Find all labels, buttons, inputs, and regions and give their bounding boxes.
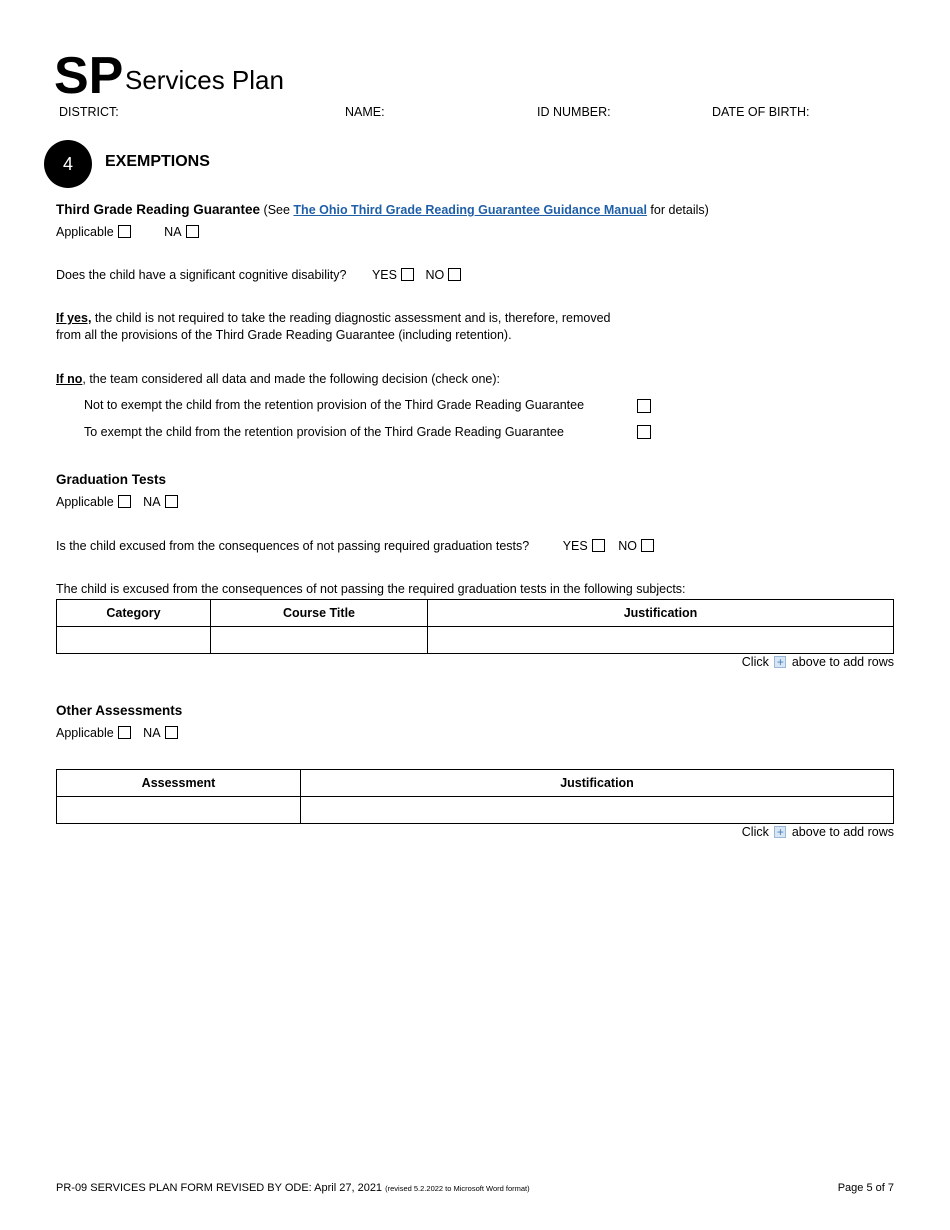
graduation-table-intro: The child is excused from the consequences of not passing the required graduation tests in the following subjects: [56,582,686,596]
district-label: DISTRICT: [59,105,119,119]
add-rows-prefix: Click [741,655,769,669]
cognitive-question: Does the child have a significant cognitive disability? [56,268,347,282]
column-header-justification: Justification [428,600,894,627]
guidance-manual-link[interactable]: The Ohio Third Grade Reading Guarantee Guidance Manual [293,203,647,217]
other-applicable-checkbox[interactable] [118,726,131,739]
option-not-exempt-checkbox[interactable] [637,399,651,413]
cognitive-yes-checkbox[interactable] [401,268,414,281]
other-table-header [57,770,894,797]
section-number-badge [44,140,92,188]
other-applicable-line [56,726,178,740]
table-row [57,627,894,654]
graduation-na-checkbox[interactable] [165,495,178,508]
graduation-no-checkbox[interactable] [641,539,654,552]
other-applicable-label: Applicable [56,726,114,740]
graduation-no-label: NO [618,539,637,553]
if-yes-line-1 [56,311,610,325]
reading-applicable-label: Applicable [56,225,114,239]
cognitive-question-line [56,268,461,282]
add-rows-suffix: above to add rows [791,655,894,669]
reading-heading-line [56,202,709,217]
column-header-category: Category [57,600,211,627]
reading-heading: Third Grade Reading Guarantee [56,202,261,217]
date-of-birth-label: DATE OF BIRTH: [712,105,810,119]
column-header-justification: Justification [301,770,894,797]
reading-see-prefix: (See [263,203,294,217]
graduation-yes-label: YES [562,539,588,553]
cognitive-yes-label: YES [371,268,397,282]
form-title: Services Plan [125,65,284,95]
graduation-table-header [57,600,894,627]
graduation-applicable-line [56,495,178,509]
add-row-plus-icon[interactable]: + [774,826,786,838]
graduation-question: Is the child excused from the consequences of not passing required graduation tests? [56,539,530,553]
if-no-text: , the team considered all data and made the following decision (check one): [82,372,500,386]
cognitive-no-label: NO [425,268,445,282]
other-na-checkbox[interactable] [165,726,178,739]
reading-na-label: NA [164,225,182,239]
reading-applicable-line [56,225,199,239]
graduation-heading: Graduation Tests [56,472,167,487]
graduation-question-line [56,539,654,553]
section-title: EXEMPTIONS [105,153,210,170]
column-header-assessment: Assessment [57,770,301,797]
option-exempt-checkbox[interactable] [637,425,651,439]
column-header-course-title: Course Title [211,600,428,627]
option-not-exempt-label: Not to exempt the child from the retention provision of the Third Grade Reading Guarantee [84,398,585,412]
reading-na-checkbox[interactable] [186,225,199,238]
other-assessments-table [56,769,894,824]
assessment-cell[interactable] [57,797,301,824]
page-number: Page 5 of 7 [837,1182,894,1194]
footer-form-text: PR-09 SERVICES PLAN FORM REVISED BY ODE: April 27, 2021 [56,1182,383,1194]
table-row [57,797,894,824]
if-no-label: If no [56,372,83,386]
footer-form-info [56,1182,530,1194]
add-rows-prefix: Click [741,825,769,839]
form-code: SP [54,47,124,105]
graduation-na-label: NA [143,495,161,509]
justification-cell[interactable] [428,627,894,654]
other-na-label: NA [143,726,161,740]
add-row-plus-icon[interactable]: + [774,656,786,668]
cognitive-no-checkbox[interactable] [448,268,461,281]
name-label: NAME: [345,105,385,119]
other-assessments-heading: Other Assessments [56,703,183,718]
reading-see-suffix: for details) [646,203,709,217]
reading-applicable-checkbox[interactable] [118,225,131,238]
graduation-add-rows-hint [742,655,894,669]
other-add-rows-hint [742,825,894,839]
if-yes-text-1: the child is not required to take the reading diagnostic assessment and is, therefore, removed [91,311,611,325]
graduation-applicable-label: Applicable [56,495,114,509]
if-no-line [56,372,500,386]
if-yes-label: If yes, [56,311,92,325]
graduation-applicable-checkbox[interactable] [118,495,131,508]
option-exempt-label: To exempt the child from the retention provision of the Third Grade Reading Guarantee [84,425,564,439]
category-cell[interactable] [57,627,211,654]
if-yes-text-2: from all the provisions of the Third Grade Reading Guarantee (including retention). [56,328,512,342]
id-number-label: ID NUMBER: [537,105,611,119]
footer-revised-note: (revised 5.2.2022 to Microsoft Word format) [385,1184,530,1193]
justification-cell[interactable] [301,797,894,824]
graduation-table [56,599,894,654]
section-number: 4 [62,153,73,174]
add-rows-suffix: above to add rows [791,825,894,839]
graduation-yes-checkbox[interactable] [592,539,605,552]
course-title-cell[interactable] [211,627,428,654]
